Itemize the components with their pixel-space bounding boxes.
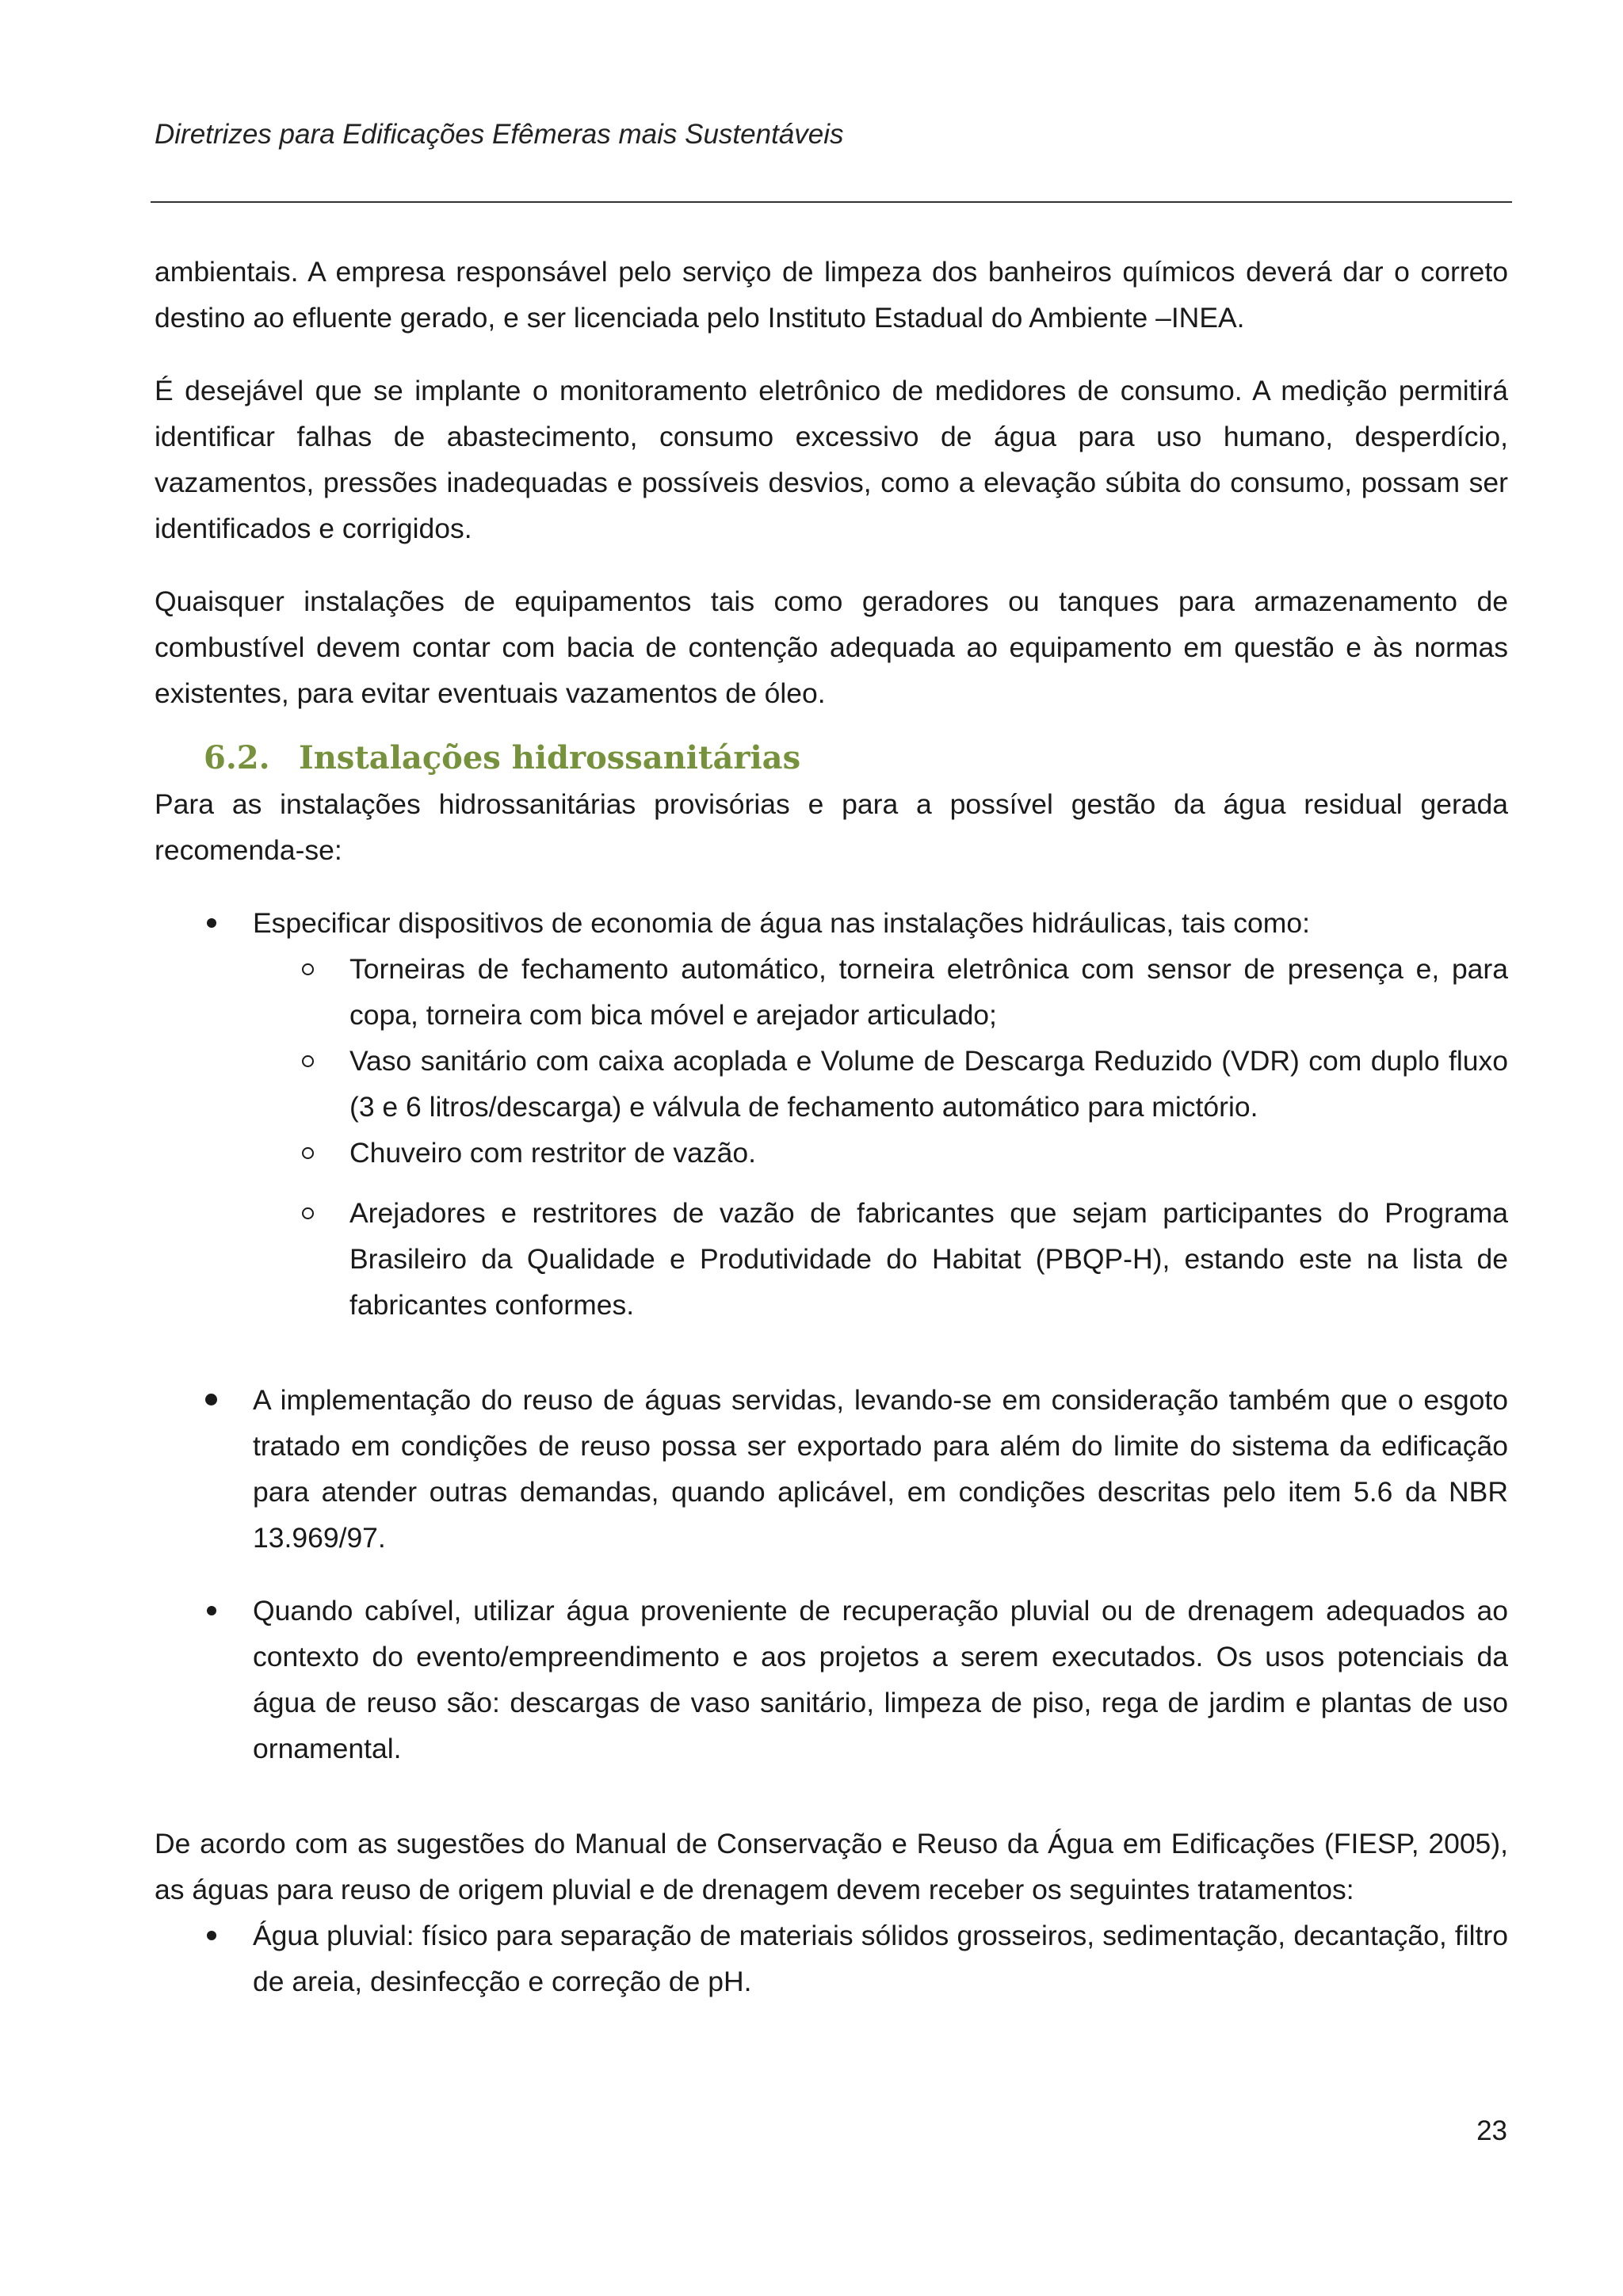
running-header: Diretrizes para Edificações Efêmeras mais Sustentáveis [155, 119, 844, 150]
section-number: 6.2. [204, 739, 270, 776]
list-item [155, 1913, 1508, 2004]
paragraph-2: É desejável que se implante o monitoramento eletrônico de medidores de consumo. A medição permitirá identificar falhas de abastecimento, consumo excessivo de água para uso humano, desperdício, vazamentos, pressões inadequadas e possíveis desvios, como a elevação súbita do consumo, possam ser identificados e corrigidos. [155, 375, 1508, 544]
circle-bullet-icon [302, 1147, 314, 1159]
paragraph-1: ambientais. A empresa responsável pelo serviço de limpeza dos banheiros químicos deverá dar o correto destino ao efluente gerado, e ser licenciada pelo Instituto Estadual do Ambiente –INEA. [155, 256, 1508, 334]
bullet-icon [207, 1931, 216, 1940]
recommendation-list [155, 900, 1508, 1772]
list-item [155, 1588, 1508, 1772]
circle-bullet-icon [302, 963, 314, 975]
sub-list-item-text: Arejadores e restritores de vazão de fabricantes que sejam participantes do Programa Brasileiro da Qualidade e Produtividade do Habitat (PBQP-H), estando este na lista de fabricantes conformes. [349, 1197, 1508, 1321]
paragraph-3: Quaisquer instalações de equipamentos tais como geradores ou tanques para armazenamento de combustível devem contar com bacia de contenção adequada ao equipamento em questão e às normas existentes, para evitar eventuais vazamentos de óleo. [155, 585, 1508, 709]
paragraph-5: De acordo com as sugestões do Manual de Conservação e Reuso da Água em Edificações (FIESP, 2005), as águas para reuso de origem pluvial e de drenagem devem receber os seguintes tratamentos: [155, 1828, 1508, 1905]
list-item-text: A implementação do reuso de águas servidas, levando-se em consideração também que o esgoto tratado em condições de reuso possa ser exportado para além do limite do sistema da edificação para atender outras demandas, quando aplicável, em condições descritas pelo item 5.6 da NBR 13.969/97. [253, 1384, 1508, 1554]
paragraph-4: Para as instalações hidrossanitárias provisórias e para a possível gestão da água residual gerada recomenda-se: [155, 788, 1508, 866]
list-item-text: Especificar dispositivos de economia de água nas instalações hidráulicas, tais como: [253, 907, 1310, 939]
list-item-text: Quando cabível, utilizar água proveniente de recuperação pluvial ou de drenagem adequados ao contexto do evento/empreendimento e aos projetos a serem executados. Os usos potenciais da água de reuso são: descargas de vaso sanitário, limpeza de piso, rega de jardim e plantas de uso ornamental. [253, 1595, 1508, 1764]
header-divider [151, 201, 1512, 203]
section-title: Instalações hidrossanitárias [299, 739, 801, 776]
bullet-icon [207, 1606, 216, 1615]
circle-bullet-icon [302, 1055, 314, 1067]
sub-list-item [253, 1190, 1508, 1328]
page-body [155, 249, 1508, 2004]
sub-list-item-text: Torneiras de fechamento automático, torneira eletrônica com sensor de presença e, para copa, torneira com bica móvel e arejador articulado; [349, 953, 1508, 1031]
bullet-icon [207, 918, 216, 928]
list-item-text: Água pluvial: físico para separação de materiais sólidos grosseiros, sedimentação, decantação, filtro de areia, desinfecção e correção de pH. [253, 1920, 1508, 1997]
sub-list-item-text: Vaso sanitário com caixa acoplada e Volume de Descarga Reduzido (VDR) com duplo fluxo (3 e 6 litros/descarga) e válvula de fechamento automático para mictório. [349, 1045, 1508, 1123]
sub-list-item-text: Chuveiro com restritor de vazão. [349, 1137, 756, 1169]
list-item [155, 1377, 1508, 1561]
list-item [155, 900, 1508, 1328]
page-number: 23 [1476, 2115, 1507, 2146]
section-heading [204, 735, 1508, 781]
sub-list-item [253, 946, 1508, 1038]
sub-list-item [253, 1130, 1508, 1176]
sub-list [155, 946, 1508, 1328]
bullet-icon [205, 1394, 217, 1405]
treatment-list [155, 1913, 1508, 2004]
sub-list-item [253, 1038, 1508, 1130]
circle-bullet-icon [302, 1207, 314, 1219]
